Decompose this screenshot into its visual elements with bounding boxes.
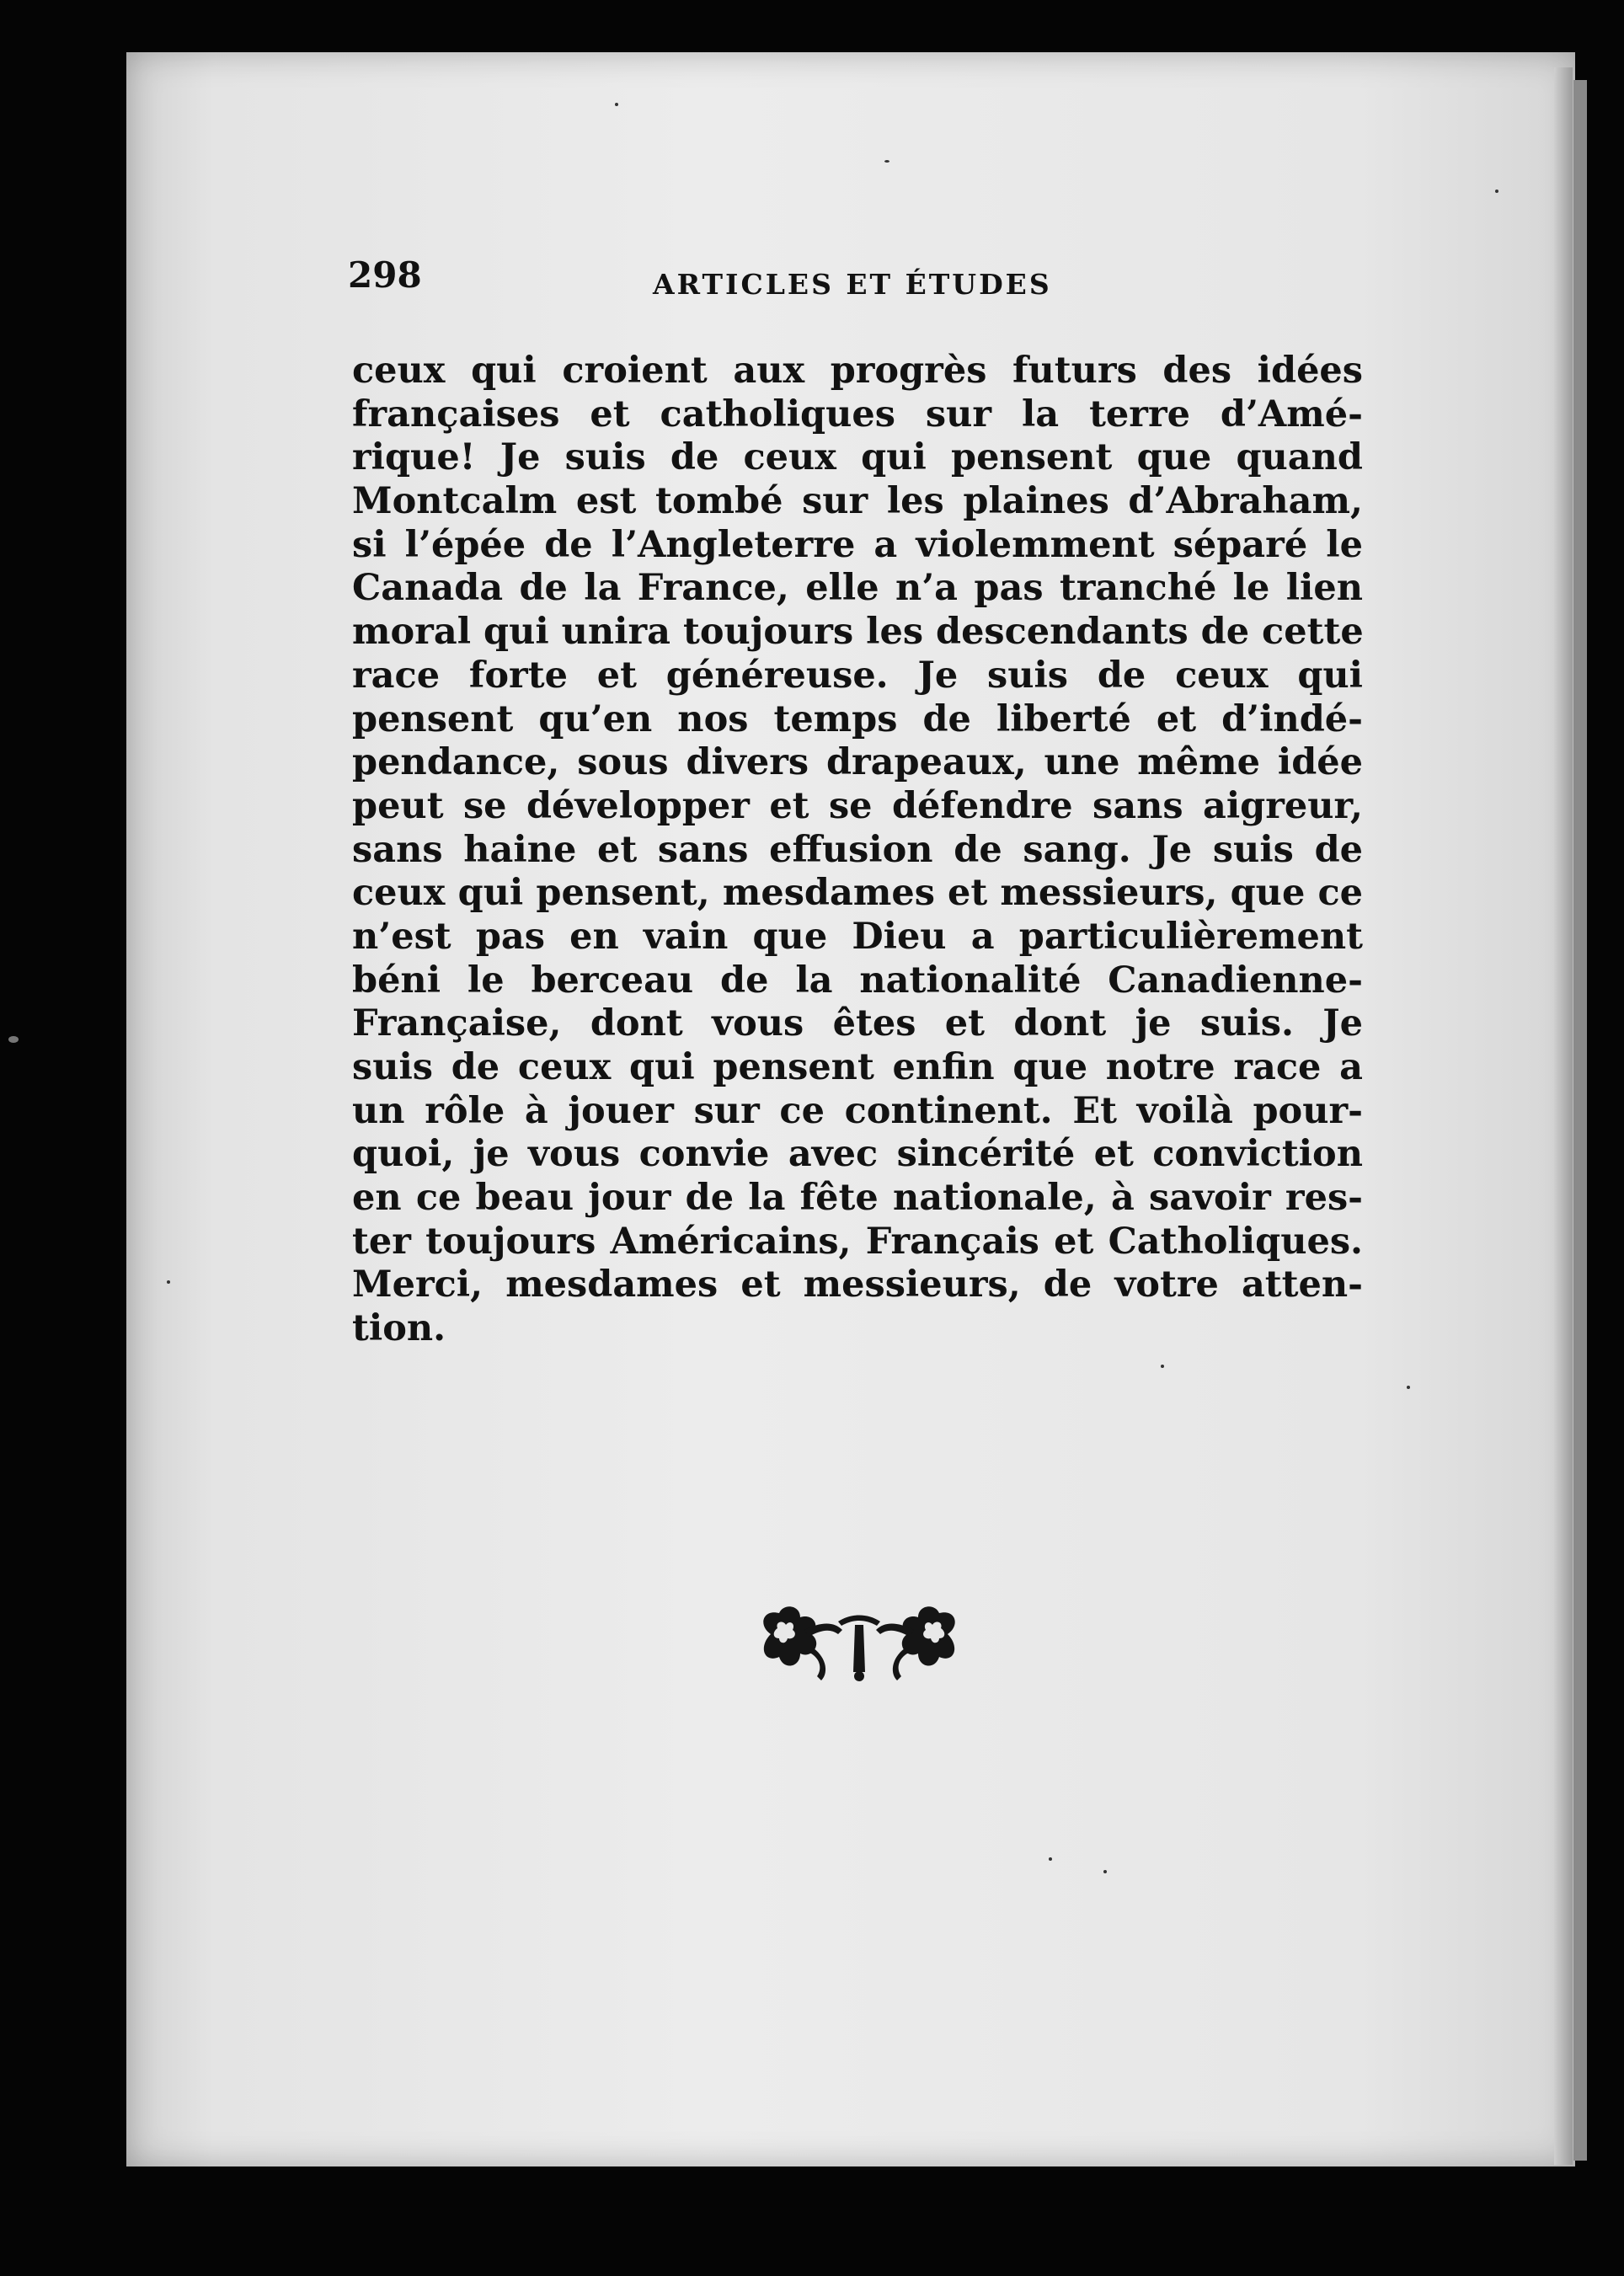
scan-speck — [8, 1036, 19, 1043]
text-line: si l’épée de l’Angleterre a violemment séparé le — [352, 523, 1363, 566]
scan-speck — [1495, 190, 1498, 193]
text-line: Montcalm est tombé sur les plaines d’Abraham, — [352, 480, 1363, 523]
text-line: rique! Je suis de ceux qui pensent que quand — [352, 436, 1363, 479]
text-line: n’est pas en vain que Dieu a particulièrement — [352, 915, 1363, 958]
running-head: ARTICLES ET ÉTUDES — [653, 268, 1052, 301]
text-line: Française, dont vous êtes et dont je suis. Je — [352, 1002, 1363, 1045]
text-line: françaises et catholiques sur la terre d’Amé- — [352, 393, 1363, 435]
text-line: pendance, sous divers drapeaux, une même idée — [352, 741, 1363, 784]
text-line: peut se développer et se défendre sans aigreur, — [352, 784, 1363, 827]
text-line: tion. — [352, 1307, 446, 1350]
text-line: Merci, mesdames et messieurs, de votre atten- — [352, 1264, 1363, 1306]
body-paragraph — [352, 350, 1363, 1351]
binding-edge — [1573, 80, 1587, 2161]
text-line: ter toujours Américains, Français et Catholiques. — [352, 1220, 1363, 1263]
page-edge — [1554, 67, 1573, 2165]
scan-speck — [884, 160, 889, 163]
text-line: Canada de la France, elle n’a pas tranché le lien — [352, 567, 1363, 610]
text-line: un rôle à jouer sur ce continent. Et voilà pour- — [352, 1089, 1363, 1132]
scan-speck — [1407, 1386, 1410, 1389]
scan-speck — [615, 103, 618, 106]
text-line: sans haine et sans effusion de sang. Je suis de — [352, 828, 1363, 871]
scan-speck — [167, 1280, 170, 1284]
text-line: ceux qui pensent, mesdames et messieurs, que ce — [352, 872, 1363, 915]
scan-speck — [1049, 1857, 1052, 1861]
text-line: suis de ceux qui pensent enfin que notre race a — [352, 1046, 1363, 1088]
text-line: en ce beau jour de la fête nationale, à savoir res- — [352, 1177, 1363, 1220]
floral-vignette-icon — [754, 1596, 964, 1697]
scan-speck — [1161, 1365, 1164, 1368]
page-number: 298 — [348, 254, 422, 296]
scan-speck — [1103, 1870, 1107, 1873]
text-line: ceux qui croient aux progrès futurs des idées — [352, 350, 1363, 392]
text-line: race forte et généreuse. Je suis de ceux qui — [352, 654, 1363, 697]
text-line: pensent qu’en nos temps de liberté et d’indé- — [352, 697, 1363, 740]
text-line: quoi, je vous convie avec sincérité et conviction — [352, 1133, 1363, 1176]
text-line: moral qui unira toujours les descendants de cette — [352, 611, 1364, 654]
text-line: béni le berceau de la nationalité Canadienne- — [352, 959, 1363, 1002]
